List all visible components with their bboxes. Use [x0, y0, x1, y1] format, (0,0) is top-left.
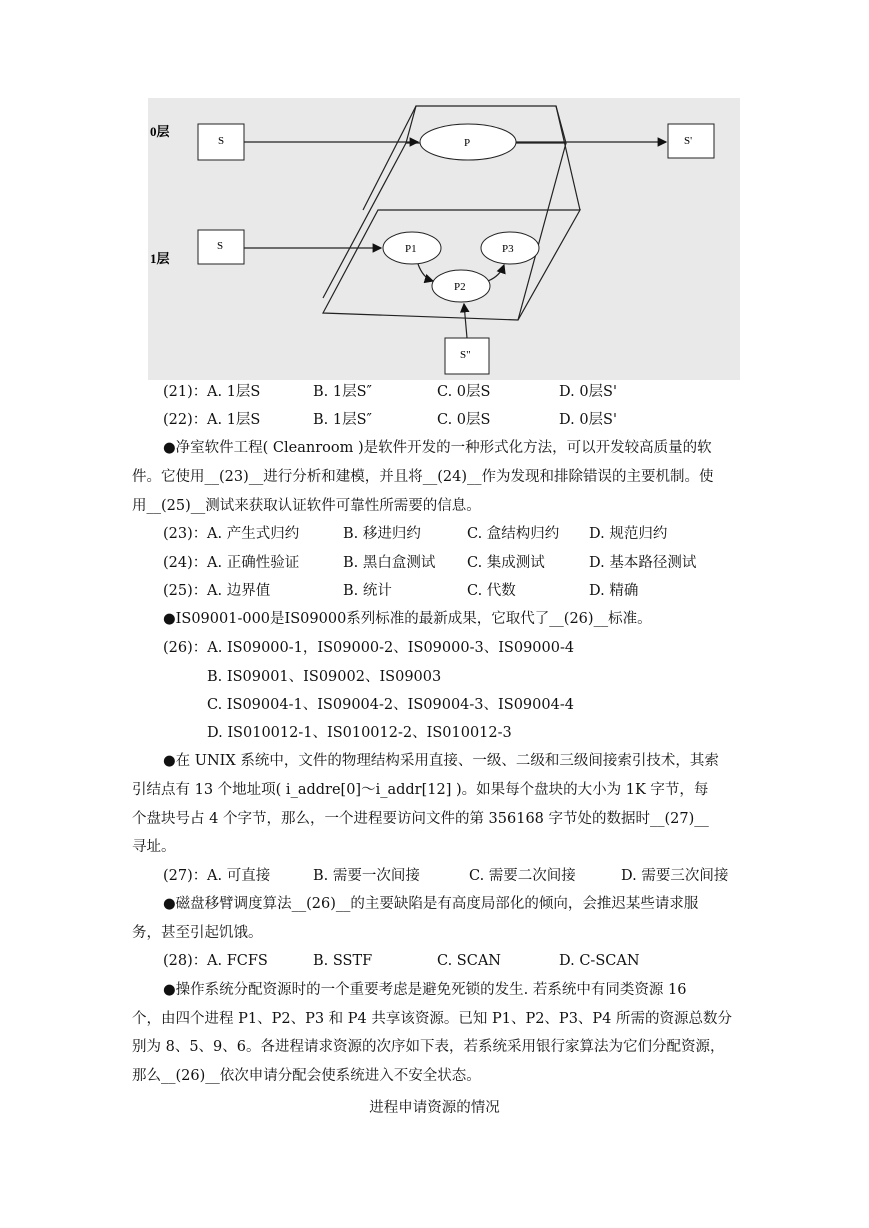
p1-label: P1	[405, 243, 417, 255]
q25-option-d: D. 精确	[589, 583, 639, 599]
q25-option-a: A. 边界值	[207, 583, 271, 599]
q22-option-a: A. 1层S	[207, 412, 261, 428]
layer0-label: 0层	[150, 124, 170, 139]
iso-question: ●IS09001-000是IS09000系列标准的最新成果，它取代了__(26)__标准。	[163, 611, 652, 627]
s-dprime-label: S"	[460, 349, 471, 361]
q23-number: (23)：	[163, 526, 208, 542]
q22-number: (22)：	[163, 412, 208, 428]
q22-option-b: B. 1层S″	[313, 412, 372, 428]
q26-option-b: B. IS09001、IS09002、IS09003	[207, 669, 442, 685]
q24-option-b: B. 黑白盒测试	[343, 555, 436, 571]
q22-option-d: D. 0层S'	[559, 412, 617, 428]
dataflow-diagram	[148, 98, 740, 380]
q28-number: (28)：	[163, 953, 208, 969]
q25-option-b: B. 统计	[343, 583, 392, 599]
q28-option-c: C. SCAN	[437, 953, 501, 969]
q21-option-b: B. 1层S″	[313, 384, 372, 400]
q27-option-b: B. 需要一次间接	[313, 868, 420, 884]
cleanroom-line-3: 用__(25)__测试来获取认证软件可靠性所需要的信息。	[132, 498, 481, 514]
q21-number: (21)：	[163, 384, 208, 400]
p-label: P	[464, 137, 471, 149]
q27-option-a: A. 可直接	[207, 868, 271, 884]
q27-option-c: C. 需要二次间接	[469, 868, 576, 884]
q24-number: (24)：	[163, 555, 208, 571]
os-line-4: 那么__(26)__依次申请分配会使系统进入不安全状态。	[132, 1068, 481, 1084]
q26-option-a: (26)：A. IS09000-1，IS09000-2、IS09000-3、IS09000-4	[163, 640, 575, 656]
os-line-2: 个，由四个进程 P1、P2、P3 和 P4 共享该资源。已知 P1、P2、P3、P4 所需的资源总数分	[132, 1011, 733, 1027]
q27-option-d: D. 需要三次间接	[621, 868, 729, 884]
s1-label: S	[217, 240, 224, 252]
q28-option-d: D. C-SCAN	[559, 953, 640, 969]
s0-label: S	[218, 135, 225, 147]
q24-option-a: A. 正确性验证	[207, 555, 300, 571]
q28-option-b: B. SSTF	[313, 953, 373, 969]
unix-line-1: ●在 UNIX 系统中，文件的物理结构采用直接、一级、二级和三级间接索引技术，其索	[163, 753, 719, 769]
q23-option-b: B. 移进归约	[343, 526, 421, 542]
q25-number: (25)：	[163, 583, 208, 599]
q26-option-c: C. IS09004-1、IS09004-2、IS09004-3、IS09004-4	[207, 697, 574, 713]
table-caption: 进程申请资源的情况	[369, 1100, 500, 1116]
q21-option-a: A. 1层S	[207, 384, 261, 400]
os-line-3: 别为 8、5、9、6。各进程请求资源的次序如下表，若系统采用银行家算法为它们分配资源，	[132, 1039, 725, 1055]
disk-line-1: ●磁盘移臂调度算法__(26)__的主要缺陷是有高度局部化的倾向，会推迟某些请求服	[163, 896, 699, 912]
q21-option-d: D. 0层S'	[559, 384, 617, 400]
q21-option-c: C. 0层S	[437, 384, 491, 400]
q23-option-a: A. 产生式归约	[207, 526, 300, 542]
q22-option-c: C. 0层S	[437, 412, 491, 428]
unix-line-2: 引结点有 13 个地址项( i_addre[0]～i_addr[12] )。如果每个盘块的大小为 1K 字节，每	[132, 782, 709, 798]
p3-label: P3	[502, 243, 514, 255]
s-prime-label: S'	[684, 135, 693, 147]
q27-number: (27)：	[163, 868, 208, 884]
q23-option-c: C. 盒结构归约	[467, 526, 560, 542]
q25-option-c: C. 代数	[467, 583, 516, 599]
unix-line-3: 个盘块号占 4 个字节，那么，一个进程要访问文件的第 356168 字节处的数据时__(27)__	[132, 811, 709, 827]
cleanroom-line-1: ●净室软件工程( Cleanroom )是软件开发的一种形式化方法，可以开发较高质量的软	[163, 440, 712, 456]
q26-option-d: D. IS010012-1、IS010012-2、IS010012-3	[207, 725, 512, 741]
unix-line-4: 寻址。	[132, 839, 176, 855]
cleanroom-line-2: 件。它使用__(23)__进行分析和建模，并且将__(24)__作为发现和排除错误的主要机制。使	[132, 469, 714, 485]
q24-option-d: D. 基本路径测试	[589, 555, 697, 571]
p2-label: P2	[454, 281, 466, 293]
q28-option-a: A. FCFS	[207, 953, 268, 969]
disk-line-2: 务，甚至引起饥饿。	[132, 925, 263, 941]
q24-option-c: C. 集成测试	[467, 555, 545, 571]
q23-option-d: D. 规范归约	[589, 526, 668, 542]
os-line-1: ●操作系统分配资源时的一个重要考虑是避免死锁的发生. 若系统中有同类资源 16	[163, 982, 687, 998]
layer1-label: 1层	[150, 251, 170, 266]
